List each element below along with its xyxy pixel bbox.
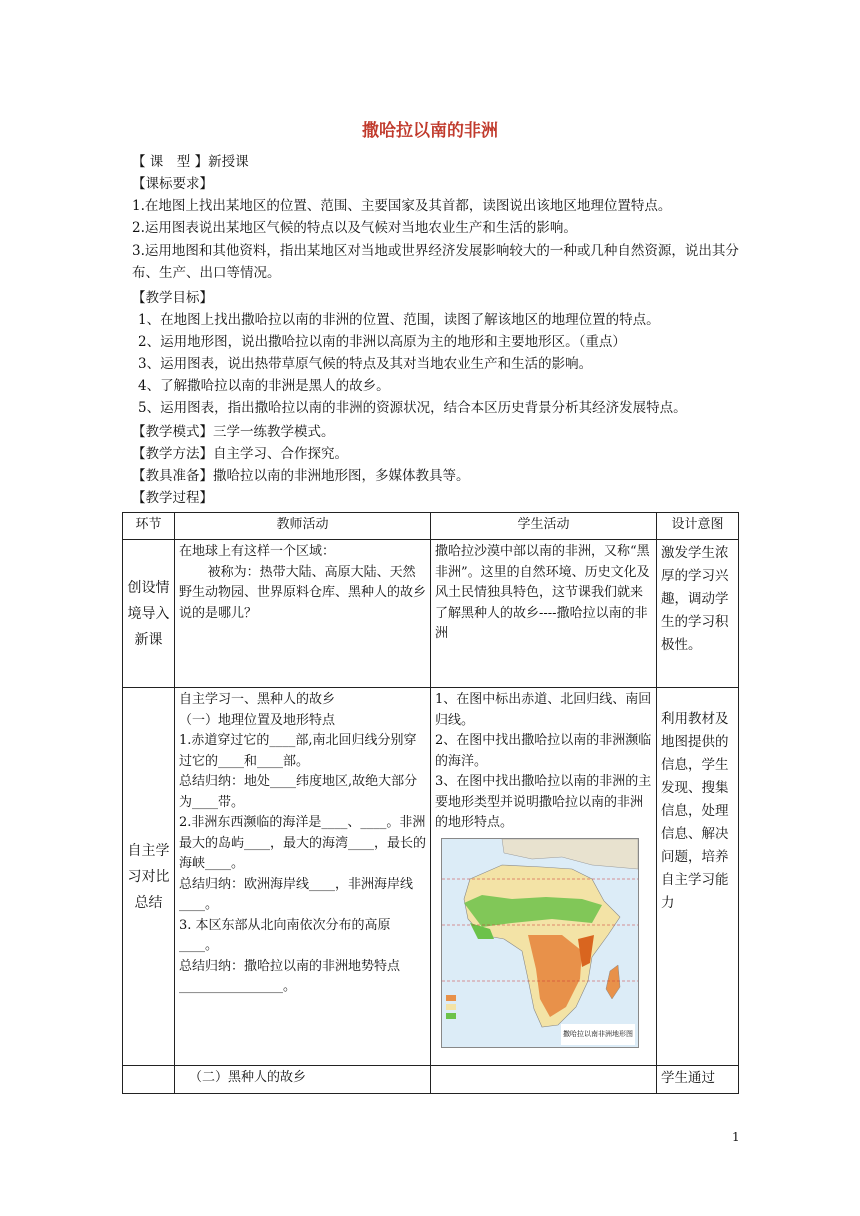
student-cell [431,688,657,1066]
stage-cell: 自主学习对比总结 [123,688,175,1066]
teacher-cell [175,540,431,688]
goal-5: 5、运用图表，指出撒哈拉以南的非洲的资源状况，结合本区历史背景分析其经济发展特点。 [138,400,687,416]
teacher-text: 自主学习一、黑种人的故乡 [179,692,336,707]
teacher-cell [175,688,431,1066]
teacher-text: 总结归纳：撒哈拉以南的非洲地势特点________________。 [179,958,401,994]
teacher-text: 总结归纳：地处____纬度地区,故绝大部分为____带。 [179,774,418,810]
map-caption: 撒哈拉以南非洲地形图 [561,1024,635,1045]
teaching-mode: 【教学模式】三学一练教学模式。 [132,424,335,440]
map-graphic [442,839,638,1047]
goal-1: 1、在地图上找出撒哈拉以南的非洲的位置、范围，读图了解该地区的地理位置的特点。 [138,312,660,328]
goals-heading: 【教学目标】 [132,290,213,306]
standards-heading: 【课标要求】 [132,176,213,192]
header-intent: 设计意图 [657,513,739,540]
intent-cell: 利用教材及地图提供的信息，学生发现、搜集信息，处理信息、解决问题，培养自主学习能力 [657,688,739,1066]
teacher-text: （一）地理位置及地形特点 [179,712,336,728]
intent-cell: 学生通过 [657,1066,739,1094]
goal-3: 3、运用图表，说出热带草原气候的特点及其对当地农业生产和生活的影响。 [138,356,593,372]
teacher-text: 在地球上有这样一个区域： [179,544,336,559]
teaching-tools: 【教具准备】撒哈拉以南的非洲地形图，多媒体教具等。 [132,468,470,484]
standard-2: 2.运用图表说出某地区气候的特点以及气候对当地农业生产和生活的影响。 [132,220,577,236]
teacher-text: 被称为：热带大陆、高原大陆、天然野生动物园、世界原料仓库、黑种人的故乡 [179,564,427,600]
africa-terrain-map [441,838,639,1048]
page-number: 1 [732,1130,740,1144]
student-cell: 撒哈拉沙漠中部以南的非洲，又称“黑非洲”。这里的自然环境、历史文化及风土民情独具特色，这节课我们就来了解黑种人的故乡----撒哈拉以南的非洲 [431,540,657,688]
teacher-text: 2.非洲东西濒临的海洋是____、____。非洲最大的岛屿____，最大的海湾____，最长的海峡____。 [179,815,427,871]
teaching-method: 【教学方法】自主学习、合作探究。 [132,446,348,462]
student-cell [431,1066,657,1094]
table-row [123,540,739,688]
student-text: 2、在图中找出撒哈拉以南的非洲濒临的海洋。 [435,733,652,769]
stage-cell [123,1066,175,1094]
table-row [123,688,739,1066]
teacher-text: 3. 本区东部从北向南依次分布的高原____。 [179,917,391,953]
standard-1: 1.在地图上找出某地区的位置、范围、主要国家及其首都，读图说出该地区地理位置特点。 [132,198,672,214]
teacher-text: 总结归纳：欧洲海岸线____，非洲海岸线____。 [179,876,414,912]
goal-2: 2、运用地形图，说出撒哈拉以南的非洲以高原为主的地形和主要地形区。（重点） [138,334,626,350]
student-text: 3、在图中找出撒哈拉以南的非洲的主要地形类型并说明撒哈拉以南的非洲的地形特点。 [435,774,652,830]
header-teacher: 教师活动 [175,513,431,540]
table-header-row [123,513,739,540]
teacher-text: 1.赤道穿过它的____部,南北回归线分别穿过它的____和____部。 [179,733,417,769]
document-title: 撒哈拉以南的非洲 [362,121,498,141]
stage-cell: 创设情境导入新课 [123,540,175,688]
student-text: 1、在图中标出赤道、北回归线、南回归线。 [435,692,652,728]
standard-3: 3.运用地图和其他资料，指出某地区对当地或世界经济发展影响较大的一种或几种自然资源，说出其分布、生产、出口等情况。 [132,243,739,281]
goal-4: 4、了解撒哈拉以南的非洲是黑人的故乡。 [138,378,390,394]
process-heading: 【教学过程】 [132,490,213,506]
table-row [123,1066,739,1094]
header-stage: 环节 [123,513,175,540]
teacher-text: 说的是哪儿？ [179,605,258,621]
header-student: 学生活动 [431,513,657,540]
course-type: 【 课 型 】新授课 [132,154,249,170]
teacher-cell: （二）黑种人的故乡 [175,1066,431,1094]
process-table [122,512,739,1094]
intent-cell: 激发学生浓厚的学习兴趣，调动学生的学习积极性。 [657,540,739,688]
